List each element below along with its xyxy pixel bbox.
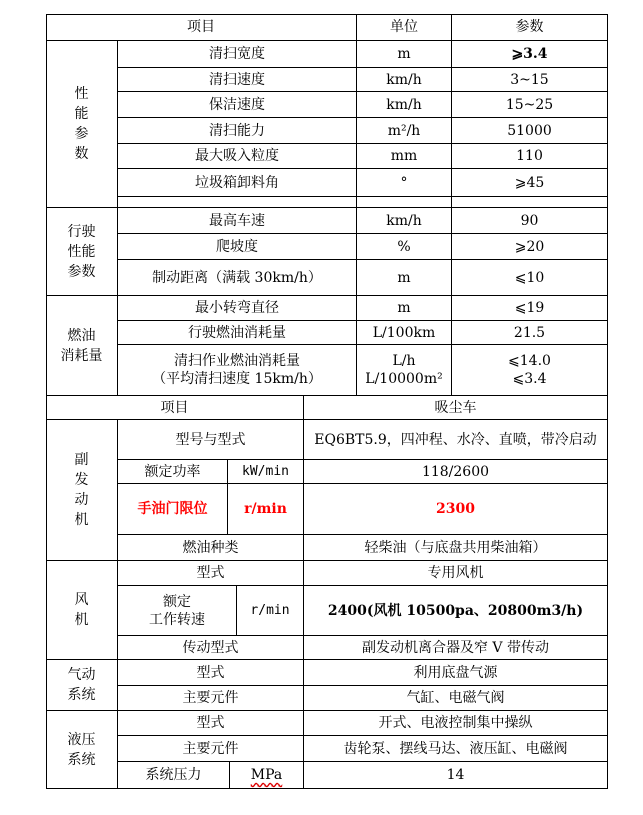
row-name: 制动距离（满载 30km/h）	[118, 260, 357, 296]
group-aux-engine: 副 发 动 机	[46, 420, 118, 561]
aux-throttle-value: 2300	[304, 484, 608, 535]
hyd-parts-value: 齿轮泵、摆线马达、液压缸、电磁阀	[304, 736, 608, 762]
row-unit: mm	[357, 144, 452, 169]
aux-throttle-label: 手油门限位	[118, 484, 228, 535]
spec-table	[46, 14, 608, 789]
hyd-parts-label: 主要元件	[118, 736, 304, 762]
row-name: 最小转弯直径	[118, 296, 357, 321]
fan-speed-unit: r/min	[237, 586, 304, 636]
row-name: 清扫能力	[118, 118, 357, 144]
row-name: 最高车速	[118, 208, 357, 234]
row-unit: L/h L/10000m²	[357, 345, 452, 396]
row-name: 清扫速度	[118, 68, 357, 92]
row-unit: m	[357, 296, 452, 321]
group-driving: 行驶 性能 参数	[46, 208, 118, 296]
pneu-parts-label: 主要元件	[118, 686, 304, 711]
fan-type-label: 型式	[118, 561, 304, 586]
row-name: 爬坡度	[118, 234, 357, 260]
fan-drive-label: 传动型式	[118, 636, 304, 660]
row-name: 垃圾箱卸料角	[118, 169, 357, 197]
group-pneumatic: 气动 系统	[46, 660, 118, 711]
row-name: 清扫作业燃油消耗量 （平均清扫速度 15km/h）	[118, 345, 357, 396]
hyd-pressure-value: 14	[304, 762, 608, 789]
row-value: ⩾3.4	[452, 41, 608, 68]
header2-value: 吸尘车	[304, 396, 608, 420]
row-value: 110	[452, 144, 608, 169]
aux-model-value: EQ6BT5.9，四冲程、水冷、直喷，带冷启动	[304, 420, 608, 460]
aux-power-label: 额定功率	[118, 460, 228, 484]
aux-fuel-label: 燃油种类	[118, 535, 304, 561]
row-unit: km/h	[357, 92, 452, 118]
pneu-parts-value: 气缸、电磁气阀	[304, 686, 608, 711]
fan-drive-value: 副发动机离合器及窄 V 带传动	[304, 636, 608, 660]
row-unit: %	[357, 234, 452, 260]
row-unit: m²/h	[357, 118, 452, 144]
row-unit: m	[357, 260, 452, 296]
row-unit: km/h	[357, 208, 452, 234]
row-name: 清扫宽度	[118, 41, 357, 68]
aux-model-label: 型号与型式	[118, 420, 304, 460]
hyd-pressure-label: 系统压力	[118, 762, 230, 789]
pneu-type-label: 型式	[118, 660, 304, 686]
aux-power-value: 118/2600	[304, 460, 608, 484]
spacer-cell	[357, 197, 452, 208]
group-fuel: 燃油 消耗量	[46, 296, 118, 396]
header-unit: 单位	[357, 14, 452, 41]
row-name: 保洁速度	[118, 92, 357, 118]
aux-fuel-value: 轻柴油（与底盘共用柴油箱）	[304, 535, 608, 561]
fan-speed-value: 2400(风机 10500pa、20800m3/h)	[304, 586, 608, 636]
row-value: ⩾45	[452, 169, 608, 197]
fan-speed-label: 额定 工作转速	[118, 586, 237, 636]
row-unit: m	[357, 41, 452, 68]
group-performance: 性 能 参 数	[46, 41, 118, 208]
row-value: 90	[452, 208, 608, 234]
spacer-cell	[452, 197, 608, 208]
row-value: 51000	[452, 118, 608, 144]
hyd-pressure-unit-cell	[230, 762, 304, 789]
row-value: ⩽10	[452, 260, 608, 296]
header-item: 项目	[46, 14, 357, 41]
aux-throttle-unit: r/min	[228, 484, 304, 535]
hyd-type-label: 型式	[118, 711, 304, 736]
header2-item: 项目	[46, 396, 304, 420]
row-value: ⩽14.0 ⩽3.4	[452, 345, 608, 396]
row-value: ⩾20	[452, 234, 608, 260]
row-value: 15~25	[452, 92, 608, 118]
row-value: 3~15	[452, 68, 608, 92]
hyd-pressure-unit: MPa	[250, 767, 283, 783]
spacer-cell	[118, 197, 357, 208]
group-fan: 风 机	[46, 561, 118, 660]
hyd-type-value: 开式、电液控制集中操纵	[304, 711, 608, 736]
row-name: 行驶燃油消耗量	[118, 321, 357, 345]
row-unit: km/h	[357, 68, 452, 92]
aux-power-unit: kW/min	[228, 460, 304, 484]
row-value: ⩽19	[452, 296, 608, 321]
row-unit: °	[357, 169, 452, 197]
pneu-type-value: 利用底盘气源	[304, 660, 608, 686]
group-hydraulic: 液压 系统	[46, 711, 118, 789]
row-value: 21.5	[452, 321, 608, 345]
header-param: 参数	[452, 14, 608, 41]
fan-type-value: 专用风机	[304, 561, 608, 586]
row-unit: L/100km	[357, 321, 452, 345]
row-name: 最大吸入粒度	[118, 144, 357, 169]
